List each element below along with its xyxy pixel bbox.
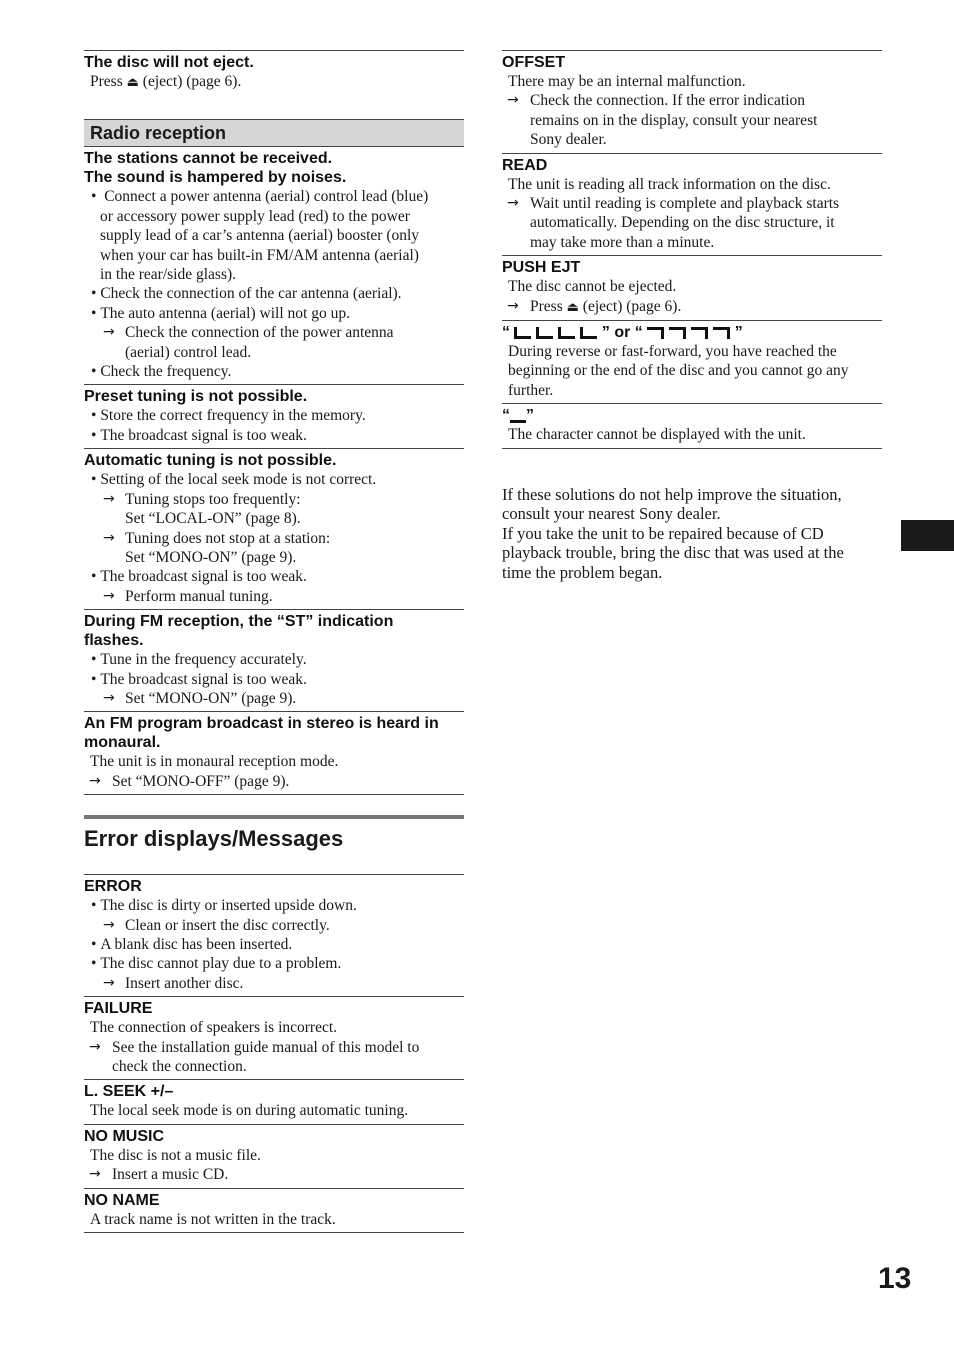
noname-heading: NO NAME [84,1191,160,1209]
read-heading: READ [502,156,548,174]
disc-eject-heading: The disc will not eject. [84,54,254,71]
section-tab-marker [901,520,954,551]
arrow-item: → Check the connection. If the error indication remains on in the display, consult your nearest Sony dealer. [507,92,818,149]
fm-mono-text: The unit is in monaural reception mode. [90,753,339,771]
closing-paragraph: If these solutions do not help improve the situation, consult your nearest Sony dealer. If you take the unit to be repaired because of CD playback trouble, bring the disc that was used at the time the problem began. [502,484,844,583]
lseek-block [84,1079,464,1123]
arrow-icon: → [507,297,519,314]
arrow-icon: → [507,92,519,109]
failure-heading: FAILURE [84,1000,153,1018]
bullet-item: • Store the correct frequency in the memory. [84,406,464,425]
arrow-icon: → [89,1166,101,1183]
offset-heading: OFFSET [502,54,566,71]
upper-segments-icon [647,327,730,339]
arrow-icon: → [103,490,115,507]
nomusic-heading: NO MUSIC [84,1127,164,1145]
underscore-block [502,403,882,448]
failure-block [84,996,464,1079]
bullet-item: • The broadcast signal is too weak. [84,426,464,445]
auto-tuning-heading: Automatic tuning is not possible. [84,452,337,470]
fm-mono-heading: An FM program broadcast in stereo is heard in monaural. [84,715,439,752]
arrow-item: → See the installation guide manual of this model to check the connection. [89,1038,420,1075]
arrow-item: → Check the connection of the power antenna (aerial) control lead. [103,324,394,361]
errors-section [84,815,464,854]
errors-title: Error displays/Messages [84,826,344,852]
segments-block [502,320,882,403]
pushejt-text: The disc cannot be ejected. [508,278,677,296]
arrow-icon: → [103,324,115,341]
bullet-item: • Connect a power antenna (aerial) control lead (blue) or accessory power supply lead (red) to the power supply lead of a car’s antenna (aerial) booster (only when your car has built-in FM/AM antenna (aerial) in the rear/side glass). [84,187,464,284]
arrow-icon: → [507,195,519,212]
eject-icon: ⏏ [126,75,139,90]
underscore-text: The character cannot be displayed with the unit. [508,426,806,444]
fm-mono-block [84,711,464,795]
arrow-item: → Clean or insert the disc correctly. [103,916,330,934]
pushejt-block [502,255,882,320]
bullet-item: • Tune in the frequency accurately. [84,650,464,669]
noname-text: A track name is not written in the track. [90,1210,336,1228]
segments-text: During reverse or fast-forward, you have reached the beginning or the end of the disc and you cannot go any further. [508,343,849,399]
eject-icon: ⏏ [566,299,579,315]
segments-heading: “ ” or “ ” [502,324,743,342]
fm-st-block [84,609,464,711]
arrow-item: → Set “MONO-ON” (page 9). [103,689,297,707]
nomusic-block [84,1124,464,1188]
bullet-item: • A blank disc has been inserted. [84,935,464,954]
offset-block [502,50,882,153]
read-text: The unit is reading all track information on the disc. [508,175,831,193]
section-radio-reception: Radio reception [84,119,464,147]
left-column [84,50,464,1233]
bullet-item: • The disc is dirty or inserted upside down. [84,896,464,915]
arrow-icon: → [89,772,101,789]
stations-heading-2: The sound is hampered by noises. [84,169,347,187]
noname-block [84,1188,464,1233]
lower-segments-icon [514,327,597,339]
error-block [84,874,464,996]
failure-text: The connection of speakers is incorrect. [90,1019,338,1037]
disc-eject-text: Press ⏏ (eject) (page 6). [90,73,242,90]
arrow-icon: → [103,587,115,604]
underscore-heading: “ ” [502,407,534,425]
arrow-icon: → [89,1038,101,1055]
preset-block [84,384,464,448]
stations-heading-1: The stations cannot be received. [84,150,333,168]
error-heading: ERROR [84,878,142,896]
right-column [502,50,882,583]
arrow-item: → Set “MONO-OFF” (page 9). [89,772,290,790]
arrow-item: → Tuning does not stop at a station: Set “MONO-ON” (page 9). [103,529,331,566]
pushejt-heading: PUSH EJT [502,259,581,277]
offset-text: There may be an internal malfunction. [508,73,746,90]
lseek-heading: L. SEEK +/– [84,1083,174,1101]
arrow-item: → Perform manual tuning. [103,587,273,605]
arrow-item: → Insert another disc. [103,974,244,992]
lseek-text: The local seek mode is on during automatic tuning. [90,1102,409,1120]
bullet-item: • Check the connection of the car antenna (aerial). [84,284,464,303]
bullet-item: • The auto antenna (aerial) will not go up. [84,304,464,323]
page-number: 13 [878,1262,912,1295]
disc-eject-block [84,50,464,95]
bullet-item: • Setting of the local seek mode is not correct. [84,470,464,489]
arrow-item: → Press ⏏ (eject) (page 6). [507,297,682,315]
auto-tuning-block [84,448,464,609]
arrow-item: → Wait until reading is complete and playback starts automatically. Depending on the disc structure, it may take more than a minute. [507,195,840,251]
bullet-item: • The disc cannot play due to a problem. [84,954,464,973]
stations-block [84,147,464,384]
bullet-item: • The broadcast signal is too weak. [84,670,464,689]
arrow-item: → Tuning stops too frequently: Set “LOCAL-ON” (page 8). [103,490,301,528]
arrow-item: → Insert a music CD. [89,1166,229,1184]
underscore-symbol-icon [510,410,526,423]
fm-st-heading: During FM reception, the “ST” indication flashes. [84,613,394,650]
nomusic-text: The disc is not a music file. [90,1146,261,1164]
bullet-item: • The broadcast signal is too weak. [84,567,464,586]
arrow-icon: → [103,529,115,546]
arrow-icon: → [103,689,115,706]
read-block [502,153,882,256]
arrow-icon: → [103,974,115,991]
preset-heading: Preset tuning is not possible. [84,388,308,406]
arrow-icon: → [103,916,115,933]
bullet-item: • Check the frequency. [84,362,464,381]
